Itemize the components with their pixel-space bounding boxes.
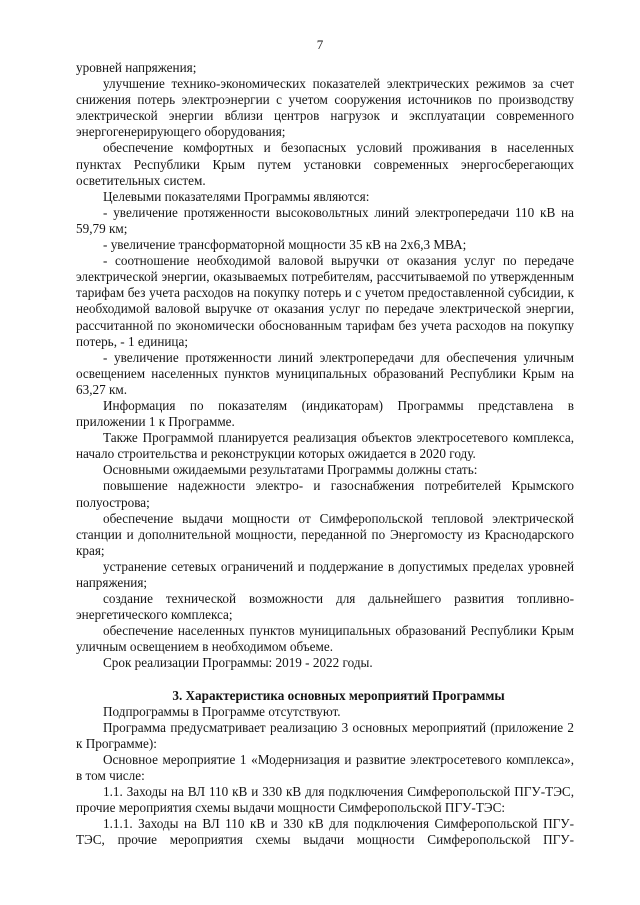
paragraph: Программа предусматривает реализацию 3 основных мероприятий (приложение 2 к Программе): (76, 719, 574, 751)
paragraph: Информация по показателям (индикаторам) Программы представлена в приложении 1 к Программе. (76, 397, 574, 430)
paragraph: Основными ожидаемыми результатами Программы должны стать: (103, 462, 478, 478)
paragraph: Срок реализации Программы: 2019 - 2022 годы. (103, 655, 373, 671)
paragraph: Основное мероприятие 1 «Модернизация и развитие электросетевого комплекса», в том числе: (76, 751, 574, 784)
list-item: - соотношение необходимой валовой выручки от оказания услуг по передаче электрической энергии, оказываемых потребителям, рассчитываемой по утвержденным тарифам без учета расходов на покупку потерь и с учетом предоставленной субсидии, к необходимой валовой выручке от оказания услуг по передаче электрической энергии, рассчитанной по экономически обоснованным тарифам без учета расходов на покупку потерь, - 1 единица; (76, 253, 574, 349)
paragraph: Также Программой планируется реализация объектов электросетевого комплекса, начало строительства и реконструкции которых ожидается в 2020 году. (76, 430, 574, 462)
paragraph: Целевыми показателями Программы являются: (103, 188, 370, 204)
paragraph: обеспечение комфортных и безопасных условий проживания в населенных пунктах Республики Крым путем установки современных энергосберегающих осветительных систем. (76, 140, 574, 188)
section-title: 3. Характеристика основных мероприятий Программы (172, 687, 505, 703)
paragraph: обеспечение населенных пунктов муниципальных образований Республики Крым уличным освещением в необходимом объеме. (76, 623, 574, 655)
list-item: - увеличение протяженности высоковольтных линий электропередачи 110 кВ на 59,79 км; (76, 204, 574, 236)
document-body (76, 60, 574, 849)
paragraph: уровней напряжения; (76, 60, 197, 75)
list-item: - увеличение трансформаторной мощности 35 кВ на 2х6,3 МВА; (103, 237, 467, 253)
paragraph: обеспечение выдачи мощности от Симферопольской тепловой электрической станции и дополнительной мощности, переданной по Энергомосту из Краснодарского края; (76, 510, 574, 558)
paragraph: 1.1. Заходы на ВЛ 110 кВ и 330 кВ для подключения Симферопольской ПГУ-ТЭС, прочие мероприятия схемы выдачи мощности Симферопольской ПГУ-ТЭС: (76, 784, 574, 816)
page-number: 7 (316, 37, 324, 52)
list-item: - увеличение протяженности линий электропередачи для обеспечения уличным освещением населенных пунктов муниципальных образований Республики Крым на 63,27 км. (76, 349, 574, 397)
paragraph: 1.1.1. Заходы на ВЛ 110 кВ и 330 кВ для подключения Симферопольской ПГУ-ТЭС, прочие мероприятия схемы выдачи мощности Симферопольской ПГУ- (76, 816, 574, 848)
paragraph: повышение надежности электро- и газоснабжения потребителей Крымского полуострова; (76, 478, 574, 510)
section-spacer (76, 672, 574, 688)
paragraph: улучшение технико-экономических показателей электрических режимов за счет снижения потерь электроэнергии с учетом сооружения источников по производству электрической энергии вблизи центров нагрузок и эксплуатации современного энергогенерирующего оборудования; (76, 76, 574, 140)
paragraph: создание технической возможности для дальнейшего развития топливно-энергетического комплекса; (76, 591, 574, 623)
paragraph: Подпрограммы в Программе отсутствуют. (103, 703, 341, 719)
paragraph: устранение сетевых ограничений и поддержание в допустимых пределах уровней напряжения; (76, 558, 574, 590)
